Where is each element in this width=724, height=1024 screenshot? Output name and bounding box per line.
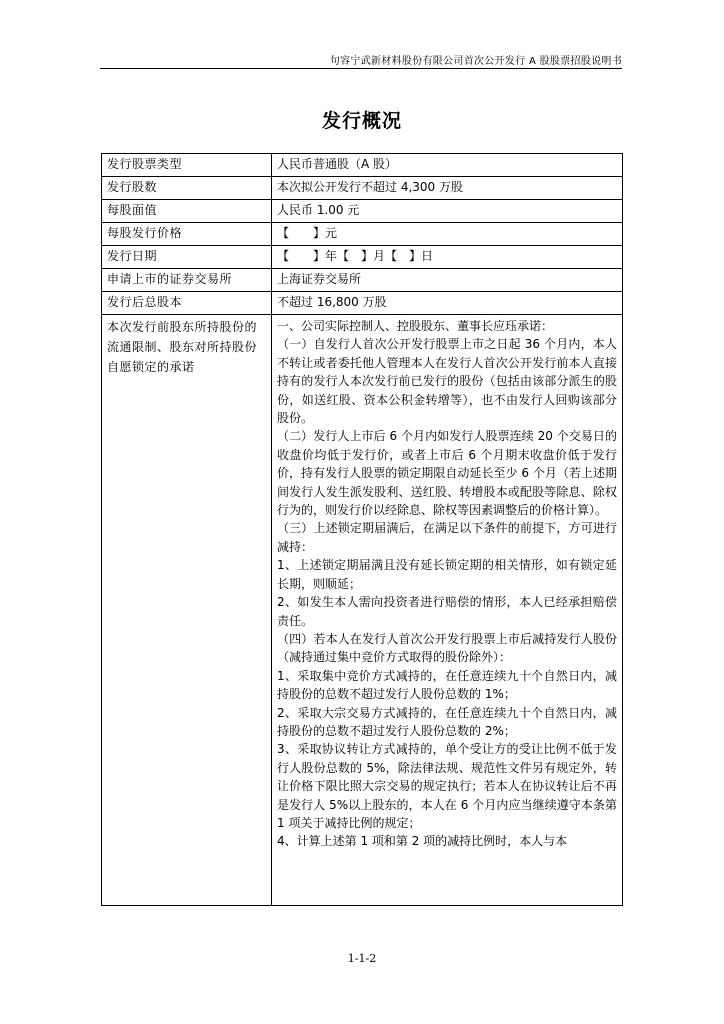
row-label: 发行股数 <box>102 177 272 200</box>
commitment-paragraph: 4、计算上述第 1 项和第 2 项的减持比例时，本人与本 <box>277 834 568 849</box>
document-header: 句容宁武新材料股份有限公司首次公开发行 A 股股票招股说明书 <box>329 56 622 67</box>
row-label: 发行日期 <box>102 246 272 269</box>
table-row <box>102 292 623 315</box>
commitment-label: 本次发行前股东所持股份的流通限制、股东对所持股份自愿锁定的承诺 <box>102 315 272 906</box>
row-value: 本次拟公开发行不超过 4,300 万股 <box>272 177 623 200</box>
table-row <box>102 269 623 292</box>
row-label: 发行股票类型 <box>102 154 272 177</box>
row-value: 【 】年【 】月【 】日 <box>272 246 623 269</box>
commitment-paragraph: （一）自发行人首次公开发行股票上市之日起 36 个月内，本人不转让或者委托他人管理本人在发行人首次公开发行前本人直接持有的发行人本次发行前已发行的股份（包括由该部分派生的股份，如送红股、资本公积金转增等），也不由发行人回购该部分股份。 <box>277 337 617 426</box>
row-value: 上海证券交易所 <box>272 269 623 292</box>
table-row <box>102 223 623 246</box>
row-label: 每股发行价格 <box>102 223 272 246</box>
table-row <box>102 200 623 223</box>
row-label: 申请上市的证券交易所 <box>102 269 272 292</box>
row-value: 【 】元 <box>272 223 623 246</box>
page-title: 发行概况 <box>321 110 402 132</box>
commitment-paragraph: 2、采取大宗交易方式减持的，在任意连续九十个自然日内，减持股份的总数不超过发行人股份总数的 2%； <box>277 705 617 738</box>
commitment-paragraph: 2、如发生本人需向投资者进行赔偿的情形，本人已经承担赔偿责任。 <box>277 595 617 628</box>
row-label: 发行后总股本 <box>102 292 272 315</box>
header-rule <box>100 68 622 69</box>
row-value: 人民币 1.00 元 <box>272 200 623 223</box>
commitment-paragraph: （二）发行人上市后 6 个月内如发行人股票连续 20 个交易日的收盘价均低于发行价，或者上市后 6 个月期末收盘价低于发行价，持有发行人股票的锁定期限自动延长至少 6 个月（若上述期间发行人发生派发股利、送红股、转增股本或配股等除息、除权行为的，则发行价以经除息、除权等因素调整后的价格计算）。 <box>277 429 617 518</box>
row-value: 人民币普通股（A 股） <box>272 154 623 177</box>
table-row <box>102 246 623 269</box>
page-number: 1-1-2 <box>347 952 377 965</box>
table-row-commitment <box>102 315 623 906</box>
commitment-paragraph: 3、采取协议转让方式减持的，单个受让方的受让比例不低于发行人股份总数的 5%，除法律法规、规范性文件另有规定外，转让价格下限比照大宗交易的规定执行；若本人在协议转让后不再是发行人 5%以上股东的，本人在 6 个月内应当继续遵守本条第 1 项关于减持比例的规定； <box>277 742 617 830</box>
row-value: 不超过 16,800 万股 <box>272 292 623 315</box>
table-row <box>102 154 623 177</box>
commitment-text <box>272 315 623 906</box>
commitment-paragraph: 一、公司实际控制人、控股股东、董事长应珏承诺： <box>277 319 554 333</box>
offering-overview-table <box>101 153 623 906</box>
commitment-paragraph: 1、采取集中竞价方式减持的，在任意连续九十个自然日内，减持股份的总数不超过发行人股份总数的 1%； <box>277 668 617 702</box>
row-label: 每股面值 <box>102 200 272 223</box>
commitment-paragraph: （三）上述锁定期届满后，在满足以下条件的前提下，方可进行减持： <box>277 521 617 554</box>
commitment-paragraph: 1、上述锁定期届满且没有延长锁定期的相关情形，如有锁定延长期，则顺延； <box>277 558 617 591</box>
table-row <box>102 177 623 200</box>
commitment-paragraph: （四）若本人在发行人首次公开发行股票上市后减持发行人股份（减持通过集中竞价方式取得的股份除外）： <box>277 631 617 665</box>
